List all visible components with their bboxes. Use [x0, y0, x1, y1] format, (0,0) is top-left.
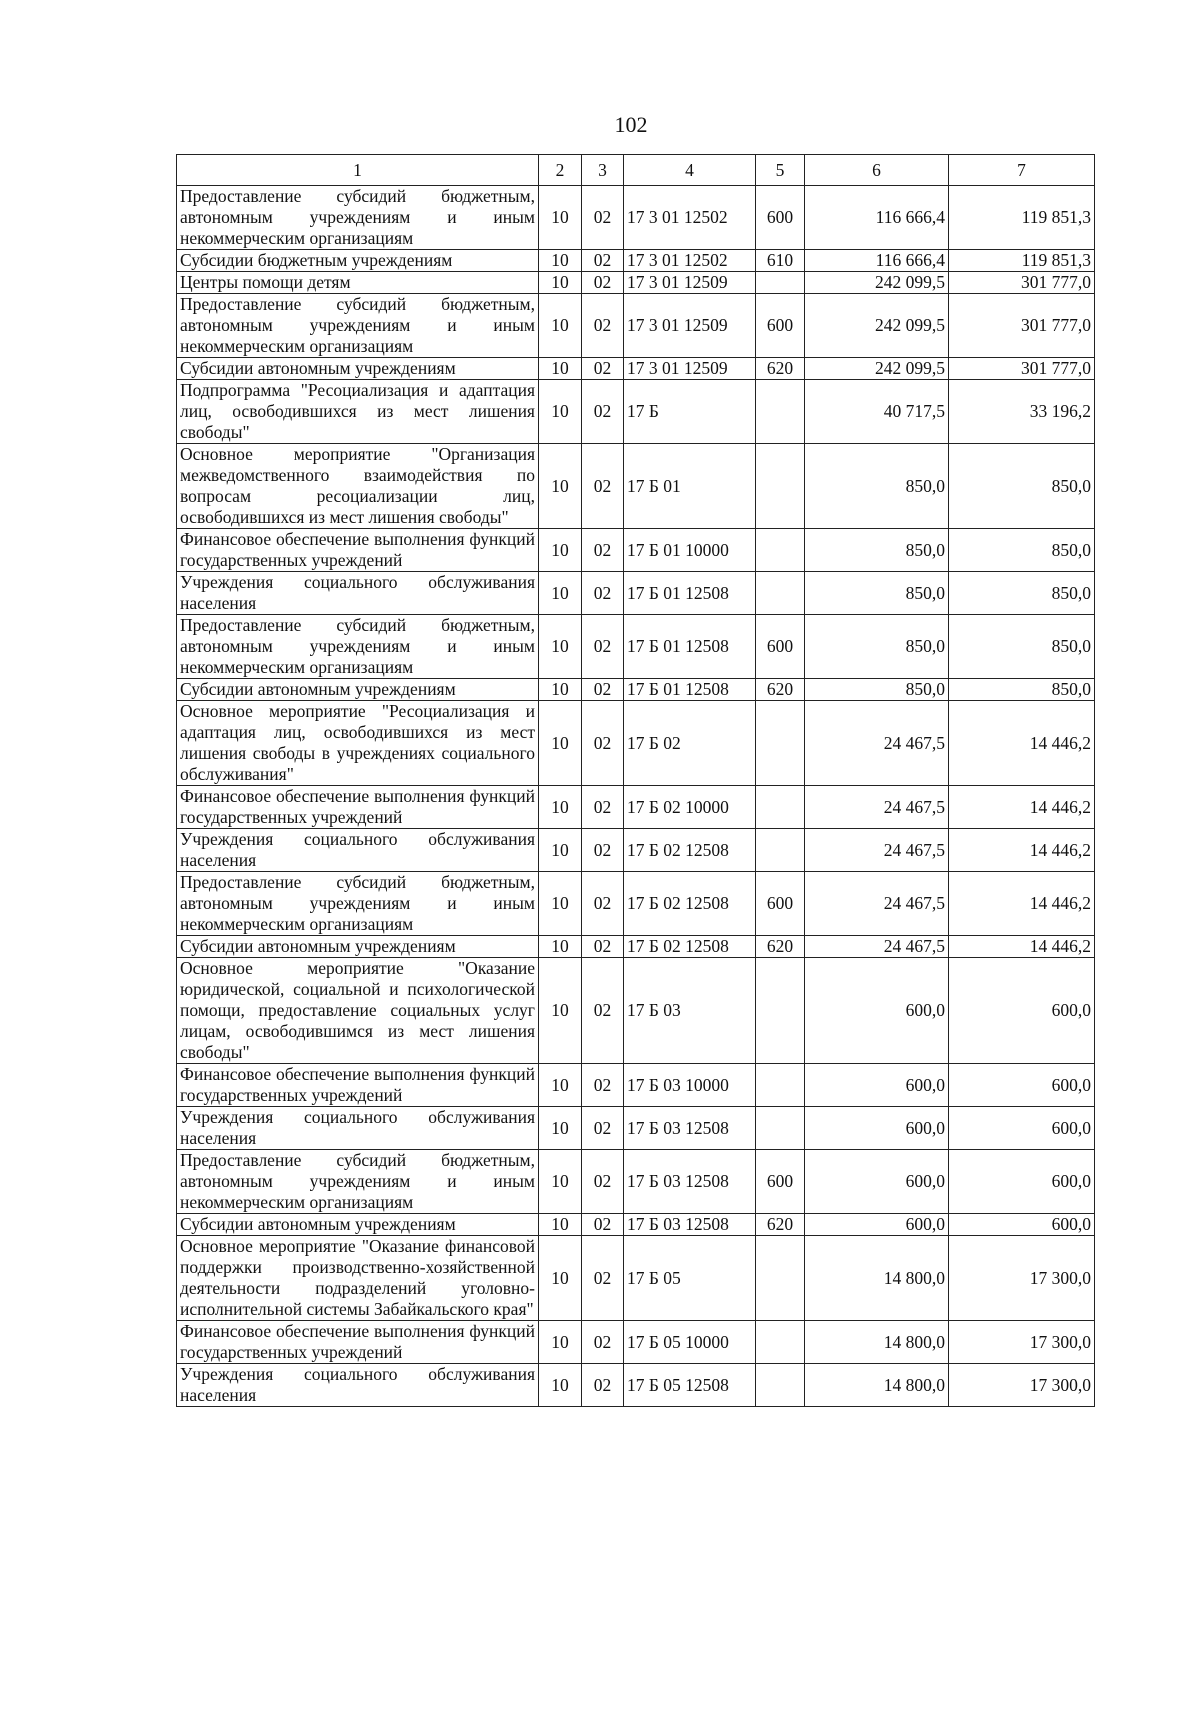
row-sum-first-cell: 850,0	[805, 572, 949, 615]
row-subsection-cell: 02	[582, 615, 624, 679]
row-sum-second-cell: 600,0	[949, 1107, 1095, 1150]
row-name-cell: Основное мероприятие "Организация межведомственного взаимодействия по вопросам ресоциализации лиц, освободившихся из мест лишения свободы"	[177, 444, 539, 529]
row-section-cell: 10	[539, 272, 582, 294]
table-row	[177, 615, 1095, 679]
row-target-article-cell: 17 Б 02 12508	[624, 872, 756, 936]
budget-table	[176, 154, 1095, 1407]
row-sum-first-cell: 850,0	[805, 444, 949, 529]
row-subsection-cell: 02	[582, 936, 624, 958]
row-expense-type-cell	[756, 380, 805, 444]
row-section-cell: 10	[539, 829, 582, 872]
row-name-cell: Субсидии автономным учреждениям	[177, 936, 539, 958]
row-section-cell: 10	[539, 872, 582, 936]
row-sum-first-cell: 850,0	[805, 679, 949, 701]
row-name-cell: Субсидии автономным учреждениям	[177, 679, 539, 701]
row-expense-type-cell: 620	[756, 679, 805, 701]
row-name-cell: Подпрограмма "Ресоциализация и адаптация лиц, освободившихся из мест лишения свободы"	[177, 380, 539, 444]
row-section-cell: 10	[539, 444, 582, 529]
table-row	[177, 936, 1095, 958]
row-sum-second-cell: 850,0	[949, 444, 1095, 529]
row-subsection-cell: 02	[582, 1107, 624, 1150]
header-cell: 1	[177, 155, 539, 186]
row-target-article-cell: 17 3 01 12509	[624, 294, 756, 358]
row-expense-type-cell: 610	[756, 250, 805, 272]
row-sum-first-cell: 24 467,5	[805, 936, 949, 958]
row-target-article-cell: 17 Б 03 12508	[624, 1214, 756, 1236]
row-sum-first-cell: 600,0	[805, 1064, 949, 1107]
row-section-cell: 10	[539, 1236, 582, 1321]
table-row	[177, 958, 1095, 1064]
table-row	[177, 380, 1095, 444]
row-expense-type-cell	[756, 786, 805, 829]
row-sum-second-cell: 850,0	[949, 529, 1095, 572]
row-subsection-cell: 02	[582, 444, 624, 529]
row-sum-first-cell: 600,0	[805, 1107, 949, 1150]
row-sum-second-cell: 850,0	[949, 679, 1095, 701]
row-name-cell: Финансовое обеспечение выполнения функций государственных учреждений	[177, 1321, 539, 1364]
row-section-cell: 10	[539, 250, 582, 272]
row-target-article-cell: 17 3 01 12502	[624, 186, 756, 250]
table-row	[177, 872, 1095, 936]
row-subsection-cell: 02	[582, 1321, 624, 1364]
header-row	[177, 155, 1095, 186]
row-section-cell: 10	[539, 294, 582, 358]
row-target-article-cell: 17 Б 01 12508	[624, 572, 756, 615]
row-name-cell: Финансовое обеспечение выполнения функций государственных учреждений	[177, 1064, 539, 1107]
header-cell: 5	[756, 155, 805, 186]
table-row	[177, 1214, 1095, 1236]
page-number: 102	[614, 112, 648, 137]
row-sum-second-cell: 301 777,0	[949, 272, 1095, 294]
row-name-cell: Финансовое обеспечение выполнения функций государственных учреждений	[177, 529, 539, 572]
row-subsection-cell: 02	[582, 829, 624, 872]
row-section-cell: 10	[539, 358, 582, 380]
row-expense-type-cell	[756, 701, 805, 786]
row-target-article-cell: 17 Б 05 10000	[624, 1321, 756, 1364]
header-cell: 2	[539, 155, 582, 186]
row-expense-type-cell	[756, 1364, 805, 1407]
row-sum-first-cell: 24 467,5	[805, 829, 949, 872]
row-expense-type-cell	[756, 1321, 805, 1364]
row-section-cell: 10	[539, 529, 582, 572]
row-name-cell: Основное мероприятие "Оказание юридической, социальной и психологической помощи, предоставление социальных услуг лицам, освободившимся из мест лишения свободы"	[177, 958, 539, 1064]
row-expense-type-cell: 600	[756, 294, 805, 358]
row-sum-second-cell: 14 446,2	[949, 829, 1095, 872]
table-row	[177, 1064, 1095, 1107]
row-section-cell: 10	[539, 958, 582, 1064]
row-name-cell: Учреждения социального обслуживания населения	[177, 572, 539, 615]
row-name-cell: Центры помощи детям	[177, 272, 539, 294]
row-name-cell: Предоставление субсидий бюджетным, автономным учреждениям и иным некоммерческим организациям	[177, 615, 539, 679]
table-row	[177, 786, 1095, 829]
row-expense-type-cell	[756, 1107, 805, 1150]
row-expense-type-cell	[756, 444, 805, 529]
row-sum-second-cell: 301 777,0	[949, 294, 1095, 358]
row-sum-first-cell: 116 666,4	[805, 250, 949, 272]
table-row	[177, 572, 1095, 615]
row-sum-second-cell: 119 851,3	[949, 186, 1095, 250]
header-cell: 6	[805, 155, 949, 186]
header-cell: 3	[582, 155, 624, 186]
row-sum-second-cell: 14 446,2	[949, 936, 1095, 958]
table-row	[177, 444, 1095, 529]
row-target-article-cell: 17 Б 03 12508	[624, 1150, 756, 1214]
header-cell: 4	[624, 155, 756, 186]
row-expense-type-cell: 620	[756, 358, 805, 380]
row-expense-type-cell: 600	[756, 872, 805, 936]
row-subsection-cell: 02	[582, 572, 624, 615]
row-section-cell: 10	[539, 572, 582, 615]
row-sum-first-cell: 14 800,0	[805, 1321, 949, 1364]
row-section-cell: 10	[539, 186, 582, 250]
row-name-cell: Предоставление субсидий бюджетным, автономным учреждениям и иным некоммерческим организациям	[177, 294, 539, 358]
row-subsection-cell: 02	[582, 786, 624, 829]
row-sum-second-cell: 600,0	[949, 1064, 1095, 1107]
table-row	[177, 186, 1095, 250]
row-section-cell: 10	[539, 936, 582, 958]
row-subsection-cell: 02	[582, 701, 624, 786]
row-subsection-cell: 02	[582, 186, 624, 250]
row-expense-type-cell: 600	[756, 186, 805, 250]
row-expense-type-cell	[756, 958, 805, 1064]
row-sum-first-cell: 24 467,5	[805, 701, 949, 786]
row-section-cell: 10	[539, 1107, 582, 1150]
table-row	[177, 701, 1095, 786]
row-sum-second-cell: 119 851,3	[949, 250, 1095, 272]
row-sum-first-cell: 14 800,0	[805, 1364, 949, 1407]
row-subsection-cell: 02	[582, 294, 624, 358]
row-name-cell: Предоставление субсидий бюджетным, автономным учреждениям и иным некоммерческим организациям	[177, 872, 539, 936]
row-target-article-cell: 17 3 01 12509	[624, 272, 756, 294]
table-row	[177, 679, 1095, 701]
row-sum-first-cell: 242 099,5	[805, 294, 949, 358]
row-section-cell: 10	[539, 1150, 582, 1214]
row-section-cell: 10	[539, 1321, 582, 1364]
header-cell: 7	[949, 155, 1095, 186]
row-sum-second-cell: 600,0	[949, 1150, 1095, 1214]
row-sum-second-cell: 850,0	[949, 572, 1095, 615]
table-row	[177, 272, 1095, 294]
row-target-article-cell: 17 Б 05	[624, 1236, 756, 1321]
row-section-cell: 10	[539, 679, 582, 701]
row-expense-type-cell	[756, 529, 805, 572]
row-target-article-cell: 17 Б	[624, 380, 756, 444]
row-name-cell: Финансовое обеспечение выполнения функций государственных учреждений	[177, 786, 539, 829]
row-sum-second-cell: 14 446,2	[949, 786, 1095, 829]
table-row	[177, 294, 1095, 358]
table-row	[177, 1150, 1095, 1214]
row-sum-second-cell: 17 300,0	[949, 1321, 1095, 1364]
row-name-cell: Предоставление субсидий бюджетным, автономным учреждениям и иным некоммерческим организациям	[177, 186, 539, 250]
row-section-cell: 10	[539, 1214, 582, 1236]
row-name-cell: Учреждения социального обслуживания населения	[177, 1107, 539, 1150]
table-row	[177, 1107, 1095, 1150]
row-sum-second-cell: 14 446,2	[949, 701, 1095, 786]
row-subsection-cell: 02	[582, 529, 624, 572]
row-sum-first-cell: 850,0	[805, 529, 949, 572]
row-name-cell: Основное мероприятие "Оказание финансовой поддержки производственно-хозяйственной деятельности подразделений уголовно-исполнительной системы Забайкальского края"	[177, 1236, 539, 1321]
row-target-article-cell: 17 Б 02 10000	[624, 786, 756, 829]
table-row	[177, 529, 1095, 572]
row-subsection-cell: 02	[582, 1236, 624, 1321]
row-name-cell: Учреждения социального обслуживания населения	[177, 1364, 539, 1407]
row-sum-first-cell: 40 717,5	[805, 380, 949, 444]
row-section-cell: 10	[539, 701, 582, 786]
row-sum-first-cell: 850,0	[805, 615, 949, 679]
row-target-article-cell: 17 Б 03	[624, 958, 756, 1064]
row-expense-type-cell	[756, 1236, 805, 1321]
row-expense-type-cell	[756, 272, 805, 294]
row-sum-first-cell: 600,0	[805, 958, 949, 1064]
row-sum-first-cell: 14 800,0	[805, 1236, 949, 1321]
row-expense-type-cell	[756, 1064, 805, 1107]
row-name-cell: Субсидии автономным учреждениям	[177, 358, 539, 380]
table-row	[177, 1236, 1095, 1321]
table-body	[177, 155, 1095, 1407]
row-name-cell: Субсидии бюджетным учреждениям	[177, 250, 539, 272]
row-sum-first-cell: 24 467,5	[805, 872, 949, 936]
row-name-cell: Субсидии автономным учреждениям	[177, 1214, 539, 1236]
row-name-cell: Учреждения социального обслуживания населения	[177, 829, 539, 872]
row-section-cell: 10	[539, 786, 582, 829]
row-sum-first-cell: 242 099,5	[805, 358, 949, 380]
row-target-article-cell: 17 Б 05 12508	[624, 1364, 756, 1407]
row-subsection-cell: 02	[582, 958, 624, 1064]
row-section-cell: 10	[539, 1064, 582, 1107]
row-subsection-cell: 02	[582, 358, 624, 380]
row-target-article-cell: 17 Б 01	[624, 444, 756, 529]
row-target-article-cell: 17 Б 01 12508	[624, 679, 756, 701]
row-subsection-cell: 02	[582, 380, 624, 444]
table-row	[177, 1364, 1095, 1407]
row-sum-second-cell: 17 300,0	[949, 1236, 1095, 1321]
row-target-article-cell: 17 3 01 12509	[624, 358, 756, 380]
row-target-article-cell: 17 Б 02 12508	[624, 936, 756, 958]
row-subsection-cell: 02	[582, 1364, 624, 1407]
row-section-cell: 10	[539, 615, 582, 679]
row-target-article-cell: 17 Б 02 12508	[624, 829, 756, 872]
row-sum-first-cell: 600,0	[805, 1150, 949, 1214]
row-sum-second-cell: 600,0	[949, 958, 1095, 1064]
row-sum-second-cell: 33 196,2	[949, 380, 1095, 444]
row-sum-second-cell: 850,0	[949, 615, 1095, 679]
row-sum-first-cell: 600,0	[805, 1214, 949, 1236]
table-row	[177, 1321, 1095, 1364]
table-row	[177, 829, 1095, 872]
row-expense-type-cell: 600	[756, 1150, 805, 1214]
row-expense-type-cell: 600	[756, 615, 805, 679]
row-subsection-cell: 02	[582, 679, 624, 701]
row-expense-type-cell: 620	[756, 936, 805, 958]
row-target-article-cell: 17 Б 01 12508	[624, 615, 756, 679]
row-subsection-cell: 02	[582, 1150, 624, 1214]
row-section-cell: 10	[539, 380, 582, 444]
row-expense-type-cell	[756, 572, 805, 615]
row-target-article-cell: 17 3 01 12502	[624, 250, 756, 272]
row-subsection-cell: 02	[582, 272, 624, 294]
row-sum-second-cell: 301 777,0	[949, 358, 1095, 380]
row-subsection-cell: 02	[582, 1064, 624, 1107]
table-row	[177, 250, 1095, 272]
row-sum-second-cell: 600,0	[949, 1214, 1095, 1236]
row-name-cell: Основное мероприятие "Ресоциализация и адаптация лиц, освободившихся из мест лишения свободы в учреждениях социального обслуживания"	[177, 701, 539, 786]
row-sum-first-cell: 24 467,5	[805, 786, 949, 829]
row-expense-type-cell	[756, 829, 805, 872]
row-sum-first-cell: 242 099,5	[805, 272, 949, 294]
row-sum-first-cell: 116 666,4	[805, 186, 949, 250]
row-subsection-cell: 02	[582, 250, 624, 272]
row-target-article-cell: 17 Б 01 10000	[624, 529, 756, 572]
row-section-cell: 10	[539, 1364, 582, 1407]
row-sum-second-cell: 14 446,2	[949, 872, 1095, 936]
row-name-cell: Предоставление субсидий бюджетным, автономным учреждениям и иным некоммерческим организациям	[177, 1150, 539, 1214]
row-target-article-cell: 17 Б 02	[624, 701, 756, 786]
row-target-article-cell: 17 Б 03 12508	[624, 1107, 756, 1150]
row-subsection-cell: 02	[582, 1214, 624, 1236]
table-row	[177, 358, 1095, 380]
row-subsection-cell: 02	[582, 872, 624, 936]
row-expense-type-cell: 620	[756, 1214, 805, 1236]
row-target-article-cell: 17 Б 03 10000	[624, 1064, 756, 1107]
row-sum-second-cell: 17 300,0	[949, 1364, 1095, 1407]
